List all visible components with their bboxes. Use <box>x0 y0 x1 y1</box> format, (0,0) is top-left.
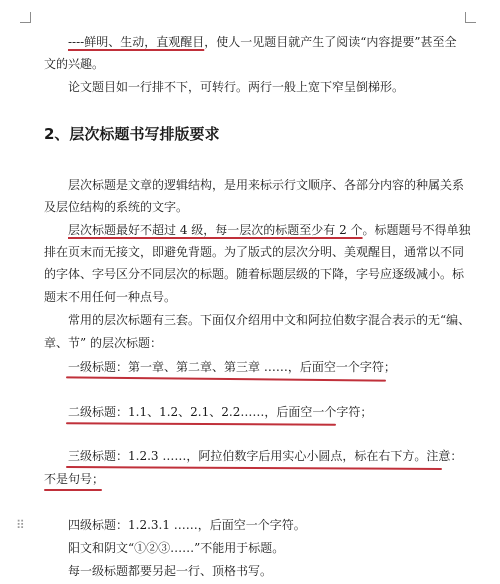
level2-heading-rule: 二级标题：1.1、1.2、2.1、2.2……，后面空一个字符； <box>68 405 373 419</box>
drag-handle-icon[interactable]: ⠿ <box>16 518 24 532</box>
paragraph-line: 的字体、字号区分不同层次的标题。随着标题层级的下降，字号应逐级减小。标 <box>44 267 465 281</box>
paragraph-line <box>68 33 457 51</box>
paragraph-line: 不是句号； <box>44 472 105 486</box>
paragraph-line: 四级标题：1.2.3.1 ……，后面空一个字符。 <box>68 518 306 532</box>
paragraph-text: ，使人一见题目就产生了阅读“内容提要”甚至全 <box>204 35 457 49</box>
paragraph-line: 层次标题是文章的逻辑结构，是用来标示行文顺序、各部分内容的种属关系 <box>68 178 465 192</box>
level3-heading-rule: 三级标题：1.2.3 ……，阿拉伯数字后用实心小圆点，标在右下方。注意： <box>68 449 463 463</box>
section-heading: 2、层次标题书写排版要求 <box>44 125 220 143</box>
paragraph-line: 阳文和阴文“①②③……”不能用于标题。 <box>68 541 285 555</box>
level1-heading-rule: 一级标题：第一章、第二章、第三章 ……，后面空一个字符； <box>68 360 396 374</box>
underlined-phrase: ----鲜明、生动，直观醒目 <box>68 35 205 49</box>
margin-corner-mark-right <box>465 12 476 23</box>
underline-mark <box>66 466 442 470</box>
underlined-phrase: 层次标题最好不超过 4 级，每一层次的标题至少有 2 个 <box>68 223 363 237</box>
paragraph-line: 文的兴趣。 <box>44 57 105 71</box>
paragraph-line: 常用的层次标题有三套。下面仅介绍用中文和阿拉伯数字混合表示的无“编、 <box>68 313 471 327</box>
paragraph-line: 及层位结构的系统的文字。 <box>44 200 189 214</box>
paragraph-line: 论文题目如一行排不下，可转行。两行一般上宽下窄呈倒梯形。 <box>68 80 405 94</box>
paragraph-line: 题末不用任何一种点号。 <box>44 290 177 304</box>
paragraph-line: 排在页末而无接文，即避免背题。为了版式的层次分明、美观醒目，通常以不同 <box>44 245 465 259</box>
paragraph-text: 。标题题号不得单独 <box>362 223 471 237</box>
paragraph-line: 每一级标题都要另起一行、顶格书写。 <box>68 564 273 578</box>
underline-mark <box>66 422 336 425</box>
paragraph-line: 章、节” 的层次标题： <box>44 336 162 350</box>
margin-corner-mark-left <box>20 12 31 23</box>
underline-mark <box>66 376 386 381</box>
underline-mark <box>44 489 102 491</box>
paragraph-line <box>68 221 471 239</box>
